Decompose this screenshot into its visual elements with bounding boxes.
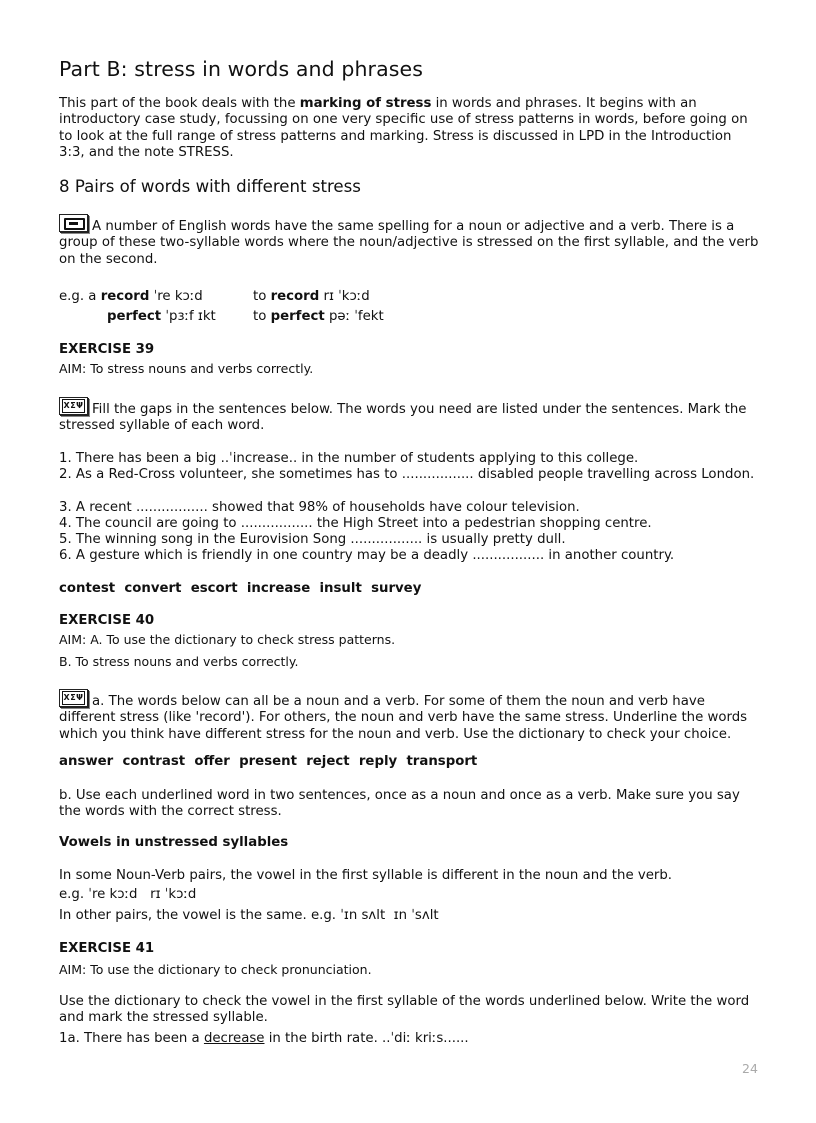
example-verb-record: record — [270, 289, 320, 304]
q1-text-before: 1a. There has been a — [59, 1031, 204, 1046]
to-label: to — [253, 289, 271, 304]
sentence-1: 1. There has been a big ..ˈincrease.. in the number of students applying to this college. — [59, 451, 639, 466]
example-row-record — [59, 289, 203, 305]
exercise-icon: ХΣΨ — [59, 689, 88, 707]
example-adj-perfect-ipa: ˈpɜːf ɪkt — [161, 309, 216, 324]
exercise-icon: ХΣΨ — [59, 397, 88, 415]
part-title: Part B: stress in words and phrases — [59, 57, 424, 81]
vowels-line-1: In some Noun-Verb pairs, the vowel in the first syllable is different in the noun and the verb. — [59, 868, 673, 883]
vowels-line-3: In other pairs, the vowel is the same. e.g. ˈɪn sʌlt ɪn ˈsʌlt — [59, 908, 439, 923]
exercise-41-aim: AIM: To use the dictionary to check pronunciation. — [59, 962, 372, 977]
to-label: to — [253, 309, 271, 324]
exercise-41-title: EXERCISE 41 — [59, 941, 155, 956]
intro-bold: marking of stress — [299, 96, 432, 111]
example-adj-perfect: perfect — [107, 309, 162, 324]
q1-text-after: in the birth rate. ..ˈdiː kriːs...... — [264, 1031, 469, 1046]
vowels-heading: Vowels in unstressed syllables — [59, 835, 289, 850]
section-text: A number of English words have the same spelling for a noun or adjective and a verb. There is a group of these two-syllable words where the noun/adjective is stressed on the first syllable, and the verb on the second. — [59, 219, 759, 267]
vowels-line-2: e.g. ˈre kɔːd rɪ ˈkɔːd — [59, 887, 197, 902]
section-title: 8 Pairs of words with different stress — [59, 177, 361, 196]
exercise-39-word-list: contest convert escort increase insult survey — [59, 581, 422, 596]
section-paragraph — [59, 214, 759, 268]
exercise-39-instruction-text: Fill the gaps in the sentences below. The words you need are listed under the sentences. Mark the stressed syllable of each word. — [59, 402, 747, 434]
exercise-41-instruction: Use the dictionary to check the vowel in the first syllable of the words underlined below. Write the word and mark the stressed syllable. — [59, 994, 750, 1026]
example-row-perfect — [107, 309, 216, 325]
sentence-4: 4. The council are going to ................. the High Street into a pedestrian shopping centre. — [59, 516, 652, 531]
sentence-3: 3. A recent ................. showed that 98% of households have colour television. — [59, 500, 580, 515]
example-noun-record-ipa: ˈre kɔːd — [149, 289, 203, 304]
q1-underlined-word: decrease — [203, 1031, 265, 1046]
eg-label: e.g. a — [59, 289, 101, 304]
exercise-40-word-list: answer contrast offer present reject reply transport — [59, 754, 478, 769]
exercise-40-title: EXERCISE 40 — [59, 613, 155, 628]
page-number: 24 — [742, 1061, 758, 1076]
intro-paragraph — [59, 96, 759, 162]
example-noun-record: record — [100, 289, 150, 304]
sentence-6: 6. A gesture which is friendly in one country may be a deadly ................. in another country. — [59, 548, 675, 563]
example-verb-perfect: perfect — [270, 309, 325, 324]
exercise-39-aim: AIM: To stress nouns and verbs correctly. — [59, 361, 314, 376]
exercise-40-part-a-text: a. The words below can all be a noun and a verb. For some of them the noun and verb have different stress (like 'record'). For others, the noun and verb have the same stress. Underline the words which you think have different stress for the noun and verb. Use the dictionary to check your choice. — [59, 694, 748, 742]
cassette-icon — [59, 214, 88, 232]
sentence-2: 2. As a Red-Cross volunteer, she sometimes has to ................. disabled people travelling across London. — [59, 467, 755, 482]
exercise-40-aim-a: AIM: A. To use the dictionary to check stress patterns. — [59, 632, 396, 647]
example-verb-perfect-cell — [253, 309, 384, 325]
exercise-40-part-b: b. Use each underlined word in two sentences, once as a noun and once as a verb. Make sure you say the words with the correct stress. — [59, 788, 740, 820]
example-verb-record-ipa: rɪ ˈkɔːd — [319, 289, 370, 304]
exercise-39-instruction — [59, 397, 759, 435]
exercise-40-aim-b: B. To stress nouns and verbs correctly. — [59, 654, 299, 669]
example-verb-record-cell — [253, 289, 370, 305]
exercise-40-part-a — [59, 689, 759, 743]
intro-text-after: in words and phrases. It begins with an introductory case study, focussing on one very specific use of stress patterns in words, before going on to look at the full range of stress patterns and marking. Stress is discussed in LPD in the Introduction 3:3, and the note STRESS. — [59, 96, 748, 161]
exercise-41-question-1a — [59, 1031, 469, 1047]
example-verb-perfect-ipa: pəː ˈfekt — [324, 309, 384, 324]
sentence-5: 5. The winning song in the Eurovision Song ................. is usually pretty dull. — [59, 532, 566, 547]
intro-text-before: This part of the book deals with the — [59, 96, 300, 111]
exercise-39-title: EXERCISE 39 — [59, 342, 155, 357]
